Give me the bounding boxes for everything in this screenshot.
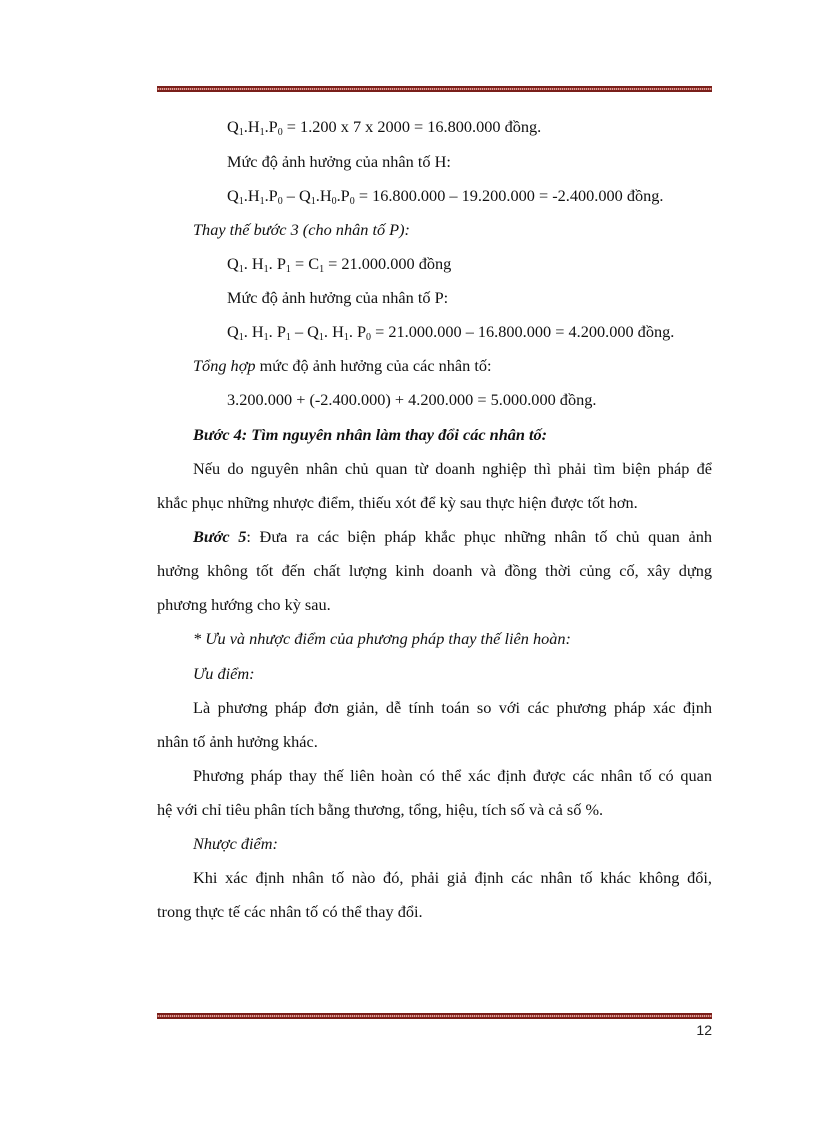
paragraph-line: hệ với chỉ tiêu phân tích bằng thương, tổng, hiệu, tích số và cả số %. xyxy=(157,800,604,819)
paragraph-line: khắc phục những nhược điểm, thiếu xót để kỳ sau thực hiện được tốt hơn. xyxy=(157,493,638,512)
section-heading: * Ưu và nhược điểm của phương pháp thay thế liên hoàn: xyxy=(193,629,571,648)
paragraph-line: hưởng không tốt đến chất lượng kinh doanh và đồng thời củng cố, xây dựng xyxy=(157,561,712,580)
formula-effect-h: $Q_1.H_1.P_0 - Q_1.H_0.P_0 = 16.800.000 - 19.200.000 = -2.400.000$ đồng. xyxy=(227,186,664,207)
disadvantages-heading: Nhược điểm: xyxy=(193,834,278,853)
paragraph-line: nhân tố ảnh hưởng khác. xyxy=(157,732,318,751)
formula-c1: $Q_1$. $H_1$. $P_1 = C_1 = 21.000.000$ đồng xyxy=(227,254,452,275)
step-5-line: Bước 5: Đưa ra các biện pháp khắc phục những nhân tố chủ quan ảnh xyxy=(193,527,712,546)
formula-effect-p: $Q_1$. $H_1$. $P_1 - Q_1$. $H_1$. $P_0 = 21.000.000 - 16.800.000 = 4.200.000$ đồng. xyxy=(227,322,675,343)
step-heading: Thay thế bước 3 (cho nhân tố P): xyxy=(193,220,410,239)
page-number: 12 xyxy=(696,1022,712,1038)
formula-q1h1p0: $Q_1.H_1.P_0 = 1.200$ x 7 x 2000 = 16.800.000 đồng. xyxy=(227,117,542,138)
text-line: Mức độ ảnh hưởng của nhân tố P: xyxy=(227,288,449,307)
summary-heading: Tổng hợp mức độ ảnh hưởng của các nhân tố: xyxy=(193,356,492,375)
summary-formula: 3.200.000 + (-2.400.000) + 4.200.000 = 5.000.000 đồng. xyxy=(227,390,597,409)
paragraph-line: Nếu do nguyên nhân chủ quan từ doanh nghiệp thì phải tìm biện pháp để xyxy=(193,459,712,478)
step-4-heading: Bước 4: Tìm nguyên nhân làm thay đổi các nhân tố: xyxy=(193,425,548,444)
paragraph-line: Khi xác định nhân tố nào đó, phải giả định các nhân tố khác không đổi, xyxy=(193,868,712,887)
paragraph-line: Là phương pháp đơn giản, dễ tính toán so với các phương pháp xác định xyxy=(193,698,712,717)
paragraph-line: Phương pháp thay thế liên hoàn có thể xác định được các nhân tố có quan xyxy=(193,766,712,785)
paragraph-line: trong thực tế các nhân tố có thể thay đổi. xyxy=(157,902,423,921)
advantages-heading: Ưu điểm: xyxy=(193,664,255,683)
footer-rule xyxy=(157,1013,712,1019)
text-line: Mức độ ảnh hưởng của nhân tố H: xyxy=(227,152,451,171)
header-rule xyxy=(157,86,712,92)
paragraph-line: phương hướng cho kỳ sau. xyxy=(157,595,331,614)
